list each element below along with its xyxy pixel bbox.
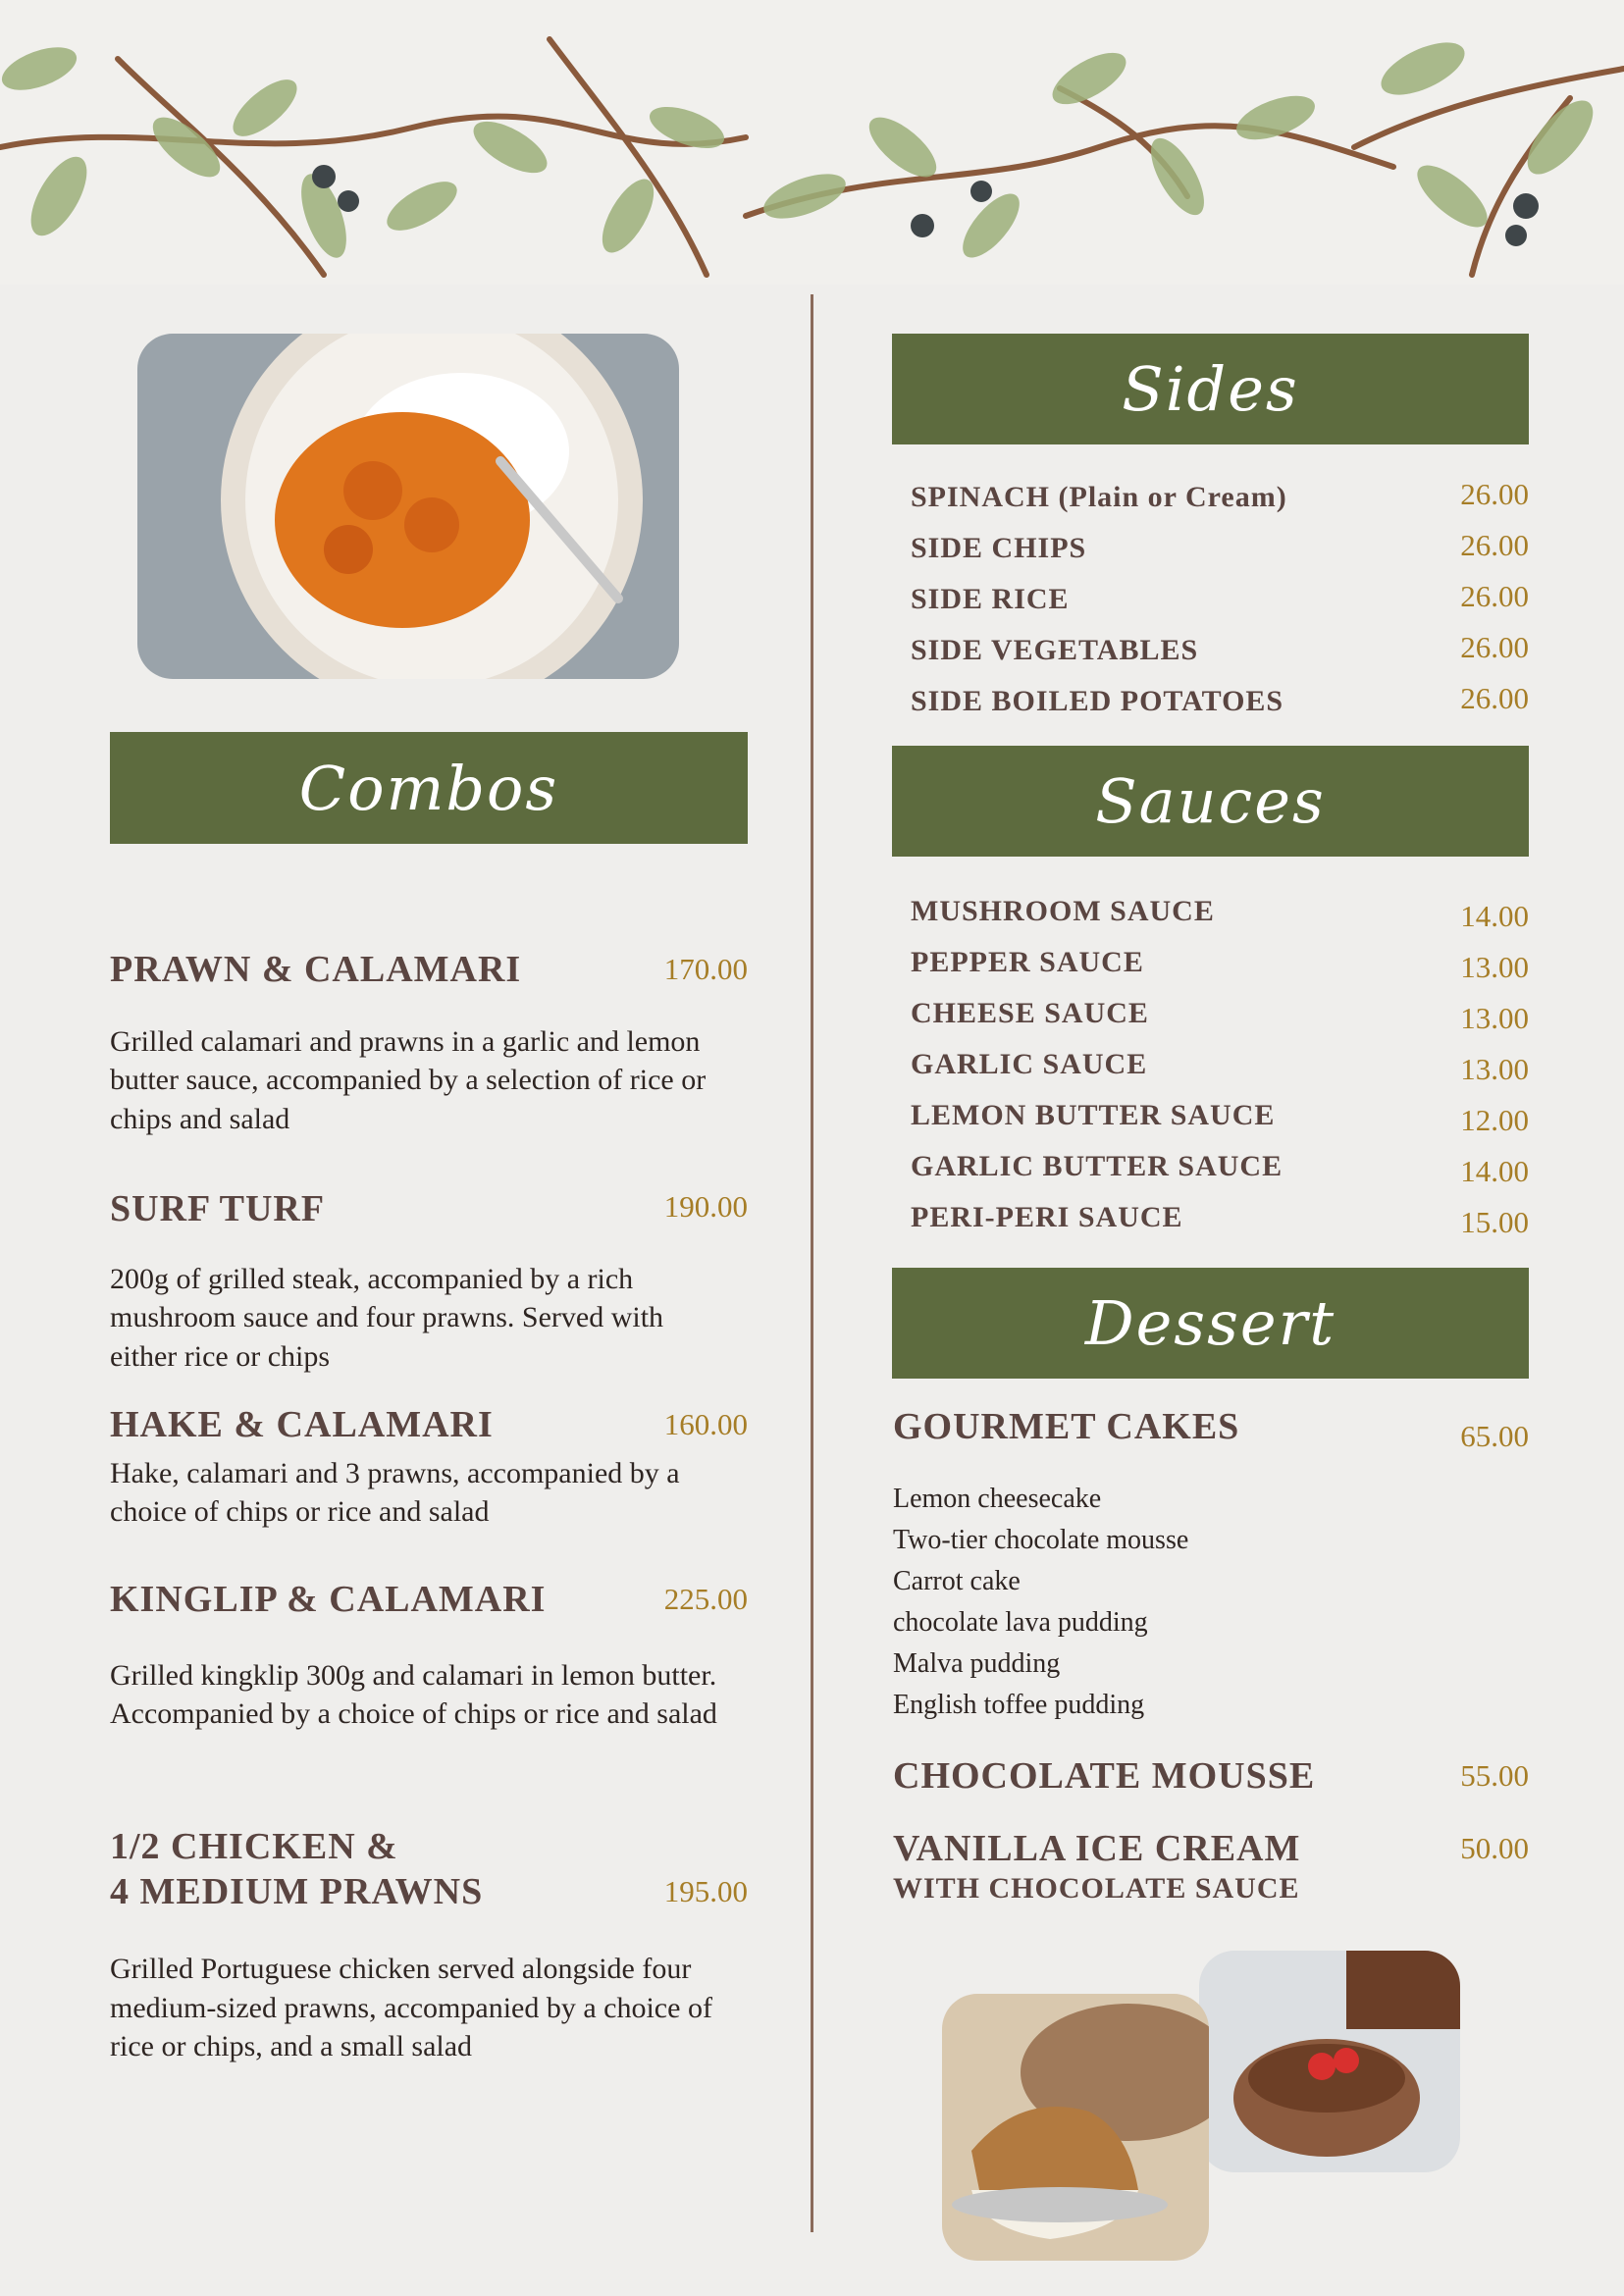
combo-name: SURF TURF <box>110 1188 326 1229</box>
sides-heading <box>892 334 1529 444</box>
cake-option: chocolate lava pudding <box>893 1607 1148 1638</box>
sauce-name: PEPPER SAUCE <box>911 946 1144 978</box>
combo-description: Grilled kingklip 300g and calamari in lemon butter. Accompanied by a choice of chips or rice and salad <box>110 1658 717 1731</box>
side-name: SIDE CHIPS <box>911 532 1087 564</box>
dessert-item-icecream <box>893 1827 1529 1905</box>
cake-options-list <box>893 1484 1188 1731</box>
sauce-item <box>911 1048 1529 1099</box>
sauces-list <box>911 895 1529 1252</box>
combo-price: 170.00 <box>663 952 748 986</box>
combo-name: KINGLIP & CALAMARI <box>110 1579 547 1620</box>
dessert-name: VANILLA ICE CREAM <box>893 1828 1301 1869</box>
combo-description: Hake, calamari and 3 prawns, accompanied by a choice of chips or rice and salad <box>110 1456 680 1529</box>
sauce-name: LEMON BUTTER SAUCE <box>911 1099 1276 1131</box>
sides-list <box>911 477 1529 736</box>
side-price: 26.00 <box>1460 681 1529 715</box>
sauce-price: 13.00 <box>1460 1052 1529 1086</box>
sauce-item <box>911 1099 1529 1150</box>
sauce-price: 13.00 <box>1460 1001 1529 1035</box>
cake-option: English toffee pudding <box>893 1690 1145 1720</box>
sauce-item <box>911 1201 1529 1252</box>
dessert-item-gourmet <box>893 1405 1529 1453</box>
cake-option: Carrot cake <box>893 1566 1021 1596</box>
combo-name-line1: 1/2 CHICKEN & <box>110 1826 398 1867</box>
combo-price: 190.00 <box>663 1189 748 1224</box>
dessert-price: 55.00 <box>1460 1758 1529 1793</box>
combo-price: 160.00 <box>663 1407 748 1441</box>
sauces-heading-text: Sauces <box>1095 765 1326 837</box>
combo-description: Grilled calamari and prawns in a garlic and lemon butter sauce, accompanied by a selection of rice or chips and salad <box>110 1024 707 1135</box>
combo-description: 200g of grilled steak, accompanied by a rich mushroom sauce and four prawns. Served with either rice or chips <box>110 1262 664 1373</box>
cake-option: Malva pudding <box>893 1648 1061 1679</box>
combo-price: 195.00 <box>663 1874 748 1908</box>
side-item <box>911 477 1529 532</box>
cake-option: Lemon cheesecake <box>893 1484 1102 1514</box>
sauce-name: CHEESE SAUCE <box>911 997 1149 1029</box>
sauce-price: 15.00 <box>1460 1205 1529 1239</box>
combo-name: PRAWN & CALAMARI <box>110 949 522 990</box>
side-item <box>911 528 1529 583</box>
combos-list <box>110 0 748 2296</box>
dessert-heading-text: Dessert <box>1084 1287 1336 1359</box>
sauce-price: 14.00 <box>1460 899 1529 933</box>
sauce-name: MUSHROOM SAUCE <box>911 895 1215 927</box>
side-price: 26.00 <box>1460 579 1529 613</box>
mousse-cups-photo <box>1199 1951 1460 2172</box>
sauces-heading <box>892 746 1529 857</box>
side-price: 26.00 <box>1460 477 1529 511</box>
dessert-heading <box>892 1268 1529 1379</box>
side-item <box>911 630 1529 685</box>
combo-name-line2: 4 MEDIUM PRAWNS <box>110 1870 484 1912</box>
combos-heading-text: Combos <box>298 752 559 824</box>
sides-heading-text: Sides <box>1122 353 1299 425</box>
side-name: SIDE RICE <box>911 583 1070 615</box>
dessert-price: 50.00 <box>1460 1831 1529 1865</box>
combo-item <box>110 1578 748 1734</box>
combo-name: HAKE & CALAMARI <box>110 1404 494 1445</box>
sauce-name: GARLIC BUTTER SAUCE <box>911 1150 1283 1182</box>
sauce-name: GARLIC SAUCE <box>911 1048 1148 1080</box>
sauce-item <box>911 946 1529 997</box>
combo-item <box>110 948 748 1138</box>
dessert-name: GOURMET CAKES <box>893 1406 1240 1447</box>
combo-item <box>110 1825 748 2066</box>
sauce-price: 12.00 <box>1460 1103 1529 1137</box>
sauce-price: 13.00 <box>1460 950 1529 984</box>
side-name: SPINACH (Plain or Cream) <box>911 481 1287 513</box>
cake-option: Two-tier chocolate mousse <box>893 1525 1189 1555</box>
dessert-subtitle: WITH CHOCOLATE SAUCE <box>893 1871 1300 1905</box>
dessert-name: CHOCOLATE MOUSSE <box>893 1755 1316 1797</box>
combo-description: Grilled Portuguese chicken served alongside four medium-sized prawns, accompanied by a choice of rice or chips, and a small salad <box>110 1953 712 2063</box>
sauce-price: 14.00 <box>1460 1154 1529 1188</box>
combo-item <box>110 1187 748 1376</box>
combo-price: 225.00 <box>663 1582 748 1616</box>
side-price: 26.00 <box>1460 630 1529 664</box>
column-divider <box>811 294 813 2232</box>
side-item <box>911 579 1529 634</box>
cake-slice-photo <box>942 1994 1209 2261</box>
sauce-item <box>911 997 1529 1048</box>
side-name: SIDE VEGETABLES <box>911 634 1199 666</box>
side-item <box>911 681 1529 736</box>
side-price: 26.00 <box>1460 528 1529 562</box>
dessert-item-mousse <box>893 1754 1529 1800</box>
combo-item <box>110 1403 748 1532</box>
sauce-item <box>911 895 1529 946</box>
sauce-name: PERI-PERI SAUCE <box>911 1201 1183 1233</box>
dessert-price: 65.00 <box>1460 1419 1529 1453</box>
side-name: SIDE BOILED POTATOES <box>911 685 1284 717</box>
sauce-item <box>911 1150 1529 1201</box>
